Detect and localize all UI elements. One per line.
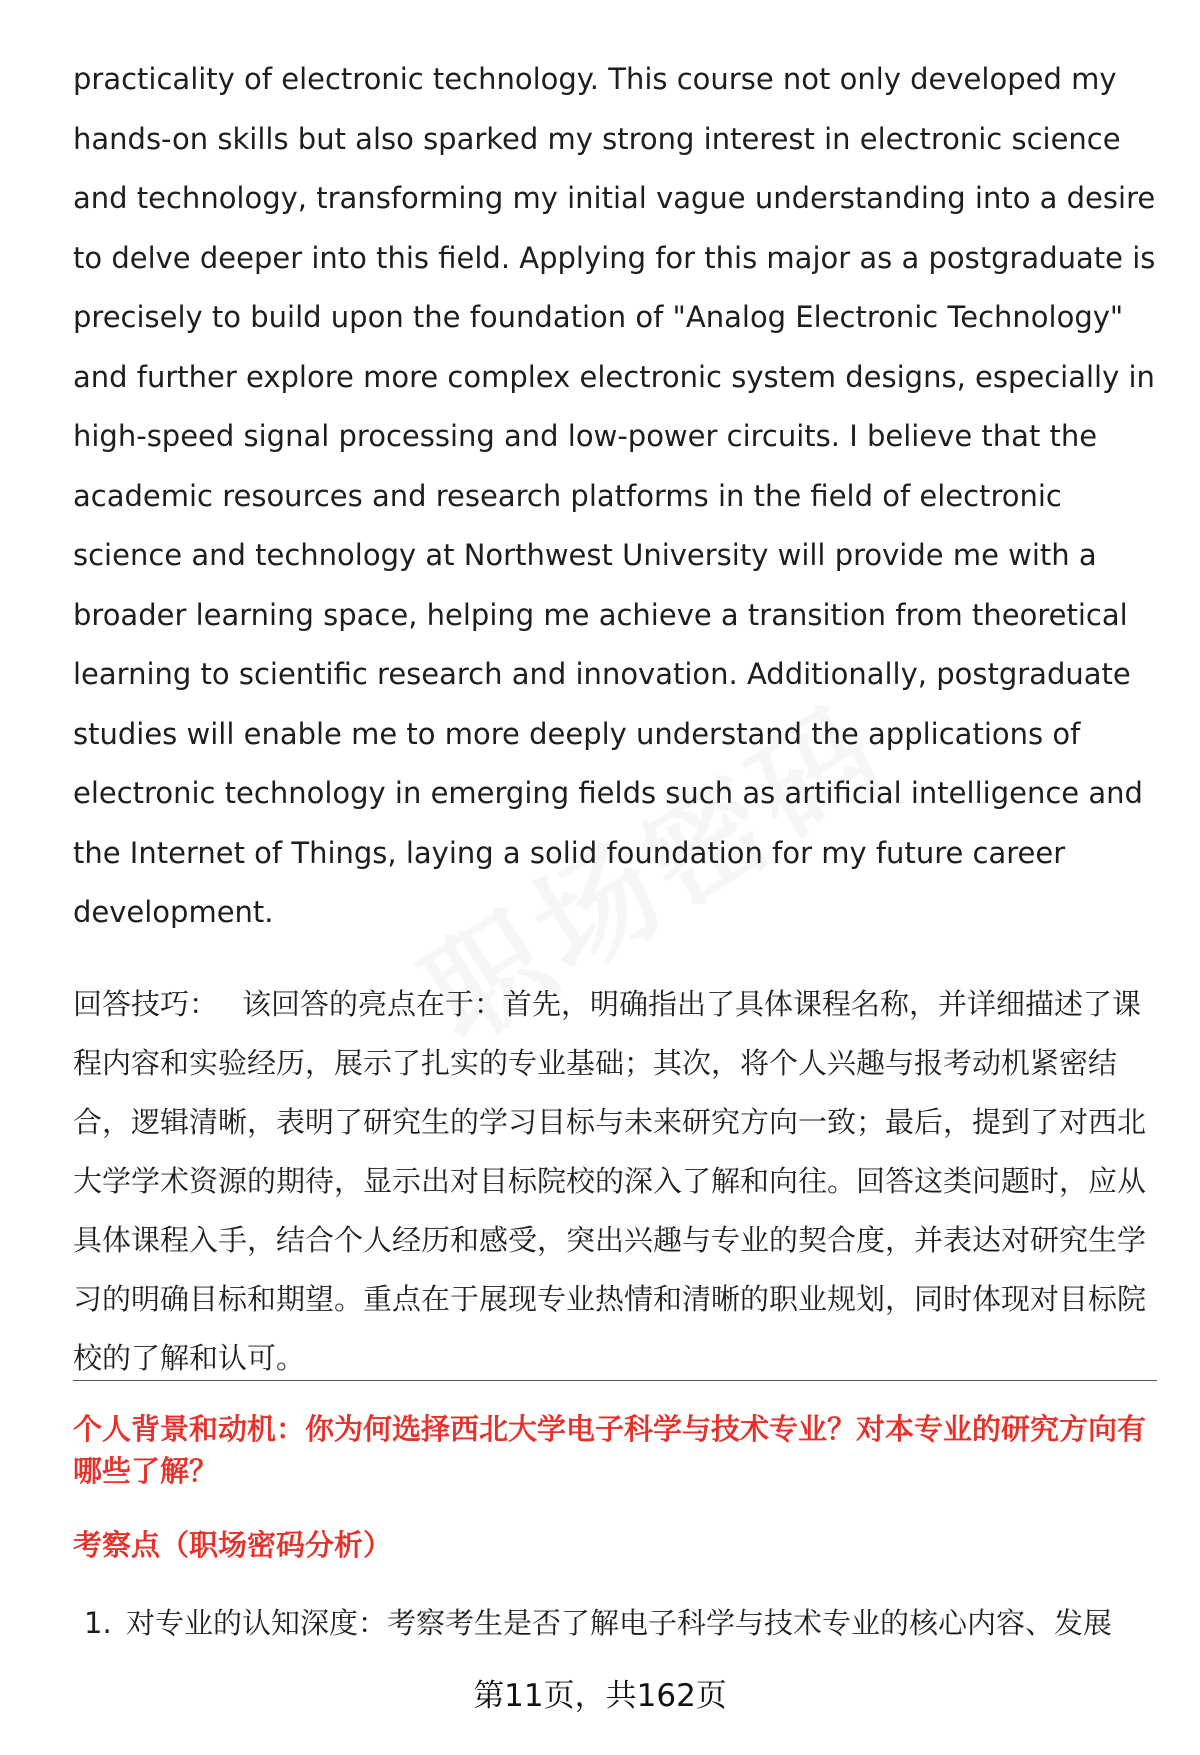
list-item-text: 对专业的认知深度：考察考生是否了解电子科学与技术专业的核心内容、发展 [126,1606,1113,1640]
question-heading: 个人背景和动机：你为何选择西北大学电子科学与技术专业？对本专业的研究方向有哪些了解？ [73,1412,1147,1488]
focus-list [84,1603,1164,1643]
section-divider [73,1380,1157,1381]
tips-text: 该回答的亮点在于：首先，明确指出了具体课程名称，并详细描述了课程内容和实验经历，展示了扎实的专业基础；其次，将个人兴趣与报考动机紧密结合，逻辑清晰，表明了研究生的学习目标与未来研究方向一致；最后，提到了对西北大学学术资源的期待，显示出对目标院校的深入了解和向往。回答这类问题时，应从具体课程入手，结合个人经历和感受，突出兴趣与专业的契合度，并表达对研究生学习的明确目标和期望。重点在于展现专业热情和清晰的职业规划，同时体现对目标院校的了解和认可。 [73,986,1147,1375]
list-item [84,1603,1164,1643]
page-number: 第11页，共162页 [473,1678,727,1714]
focus-subheading: 考察点（职场密码分析） [73,1528,393,1562]
list-item-number: 1. [84,1606,112,1640]
document-body [73,50,1157,1388]
answer-paragraph: practicality of electronic technology. This course not only developed my hands-on skills but also sparked my strong interest in electronic science and technology, transforming my initial vague understanding into a desire to delve deeper into this field. Applying for this major as a postgraduate is precisely to build upon the foundation of "Analog Electronic Technology" and further explore more complex electronic system designs, especially in high-speed signal processing and low-power circuits. I believe that the academic resources and research platforms in the field of electronic science and technology at Northwest University will provide me with a broader learning space, helping me achieve a transition from theoretical learning to scientific research and innovation. Additionally, postgraduate studies will enable me to more deeply understand the applications of electronic technology in emerging fields such as artificial intelligence and the Internet of Things, laying a solid foundation for my future career development. [73,62,1156,929]
tips-label: 回答技巧： [73,986,219,1021]
tips-paragraph [73,975,1157,1388]
